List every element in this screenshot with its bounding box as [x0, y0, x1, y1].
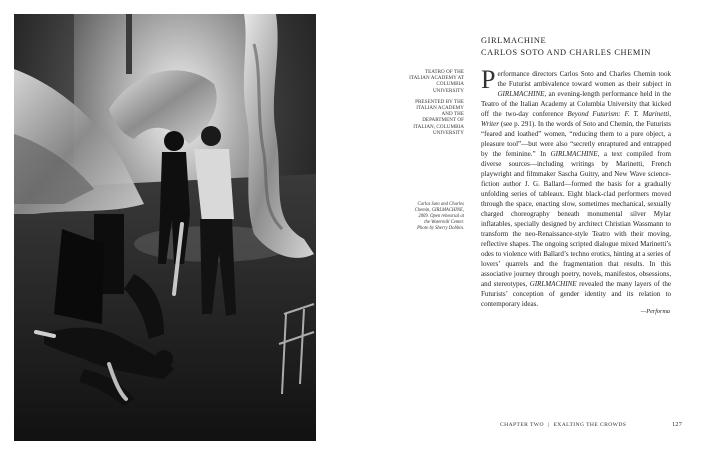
article-heading [481, 35, 681, 59]
drop-cap: P [481, 65, 496, 94]
page-number: 127 [672, 421, 682, 428]
article-signoff: —Performa [640, 308, 670, 315]
credits-sidebar [408, 69, 464, 141]
work-title: GIRLMACHINE [529, 280, 577, 288]
article-title: GIRLMACHINE [481, 36, 547, 45]
conference-title: Beyond Futurism: F. T. Marinetti, Writer [481, 110, 671, 128]
presenter-credit: PRESENTED BY THE ITALIAN ACADEMY AND THE DEPARTMENT OF ITALIAN, COLUMBIA UNIVERSITY [413, 98, 464, 136]
footer-separator: | [547, 422, 550, 428]
text-segment: , an evening-length performance held in the Teatro of the Italian Academy at Columbia University that kicked off the two-day conference [481, 90, 671, 118]
text-segment: erformance directors Carlos Soto and Charles Chemin took the Futurist ambivalence toward women as their subject in [497, 70, 671, 88]
section-label: EXALTING THE CROWDS [553, 422, 627, 428]
article-authors: CARLOS SOTO AND CHARLES CHEMIN [481, 48, 652, 57]
venue-credit: TEATRO OF THE ITALIAN ACADEMY AT COLUMBIA UNIVERSITY [409, 69, 464, 94]
text-segment: , a text compiled from diverse sources—including writings by Marinetti, French playwright and filmmaker Sascha Guitry, and New Wave science-fiction author J. G. Ballard—formed the basis for a gradually unfolding series of tableaux. Eight black-clad performers moved through the space, enacting slow, sometimes mechanical, sexually charged choreography beneath monumental silver Mylar inflatables, specially designed by architect Christian Wassmann to transform the neo-Renaissance-style Teatro with their moving, reflective shapes. The ongoing scripted dialogue mixed Marinetti’s odes to violence with Ballard’s techno erotics, hinting at a series of lovers’ quarrels and the fragmentation that results. In this associative journey through poetry, novels, manifestos, obsessions, and stereotypes, [481, 150, 671, 288]
performance-photo [14, 14, 316, 441]
text-segment: (see p. 291). In the words of Soto and Chemin, the Futurists “feared and loathed” women, “reducing them to a pure object, a pleasure tool”—but were also “secretly enraptured and entrapped by the feminine.” In [481, 120, 671, 158]
article-body [481, 65, 671, 309]
chapter-label: CHAPTER TWO [500, 422, 544, 428]
work-title: GIRLMACHINE [550, 150, 598, 158]
photo-caption: Carlos Soto and Charles Chemin, GIRLMACHINE, 2009. Open rehearsal at the Watermill Center. Photo by Sherry Dobbin. [414, 202, 464, 231]
running-footer [500, 422, 696, 428]
work-title: GIRLMACHINE [497, 90, 545, 98]
article-paragraph [481, 65, 671, 309]
text-segment: revealed the many layers of the Futurists’ conception of gender identity and its relation to contemporary ideas. [481, 280, 671, 308]
